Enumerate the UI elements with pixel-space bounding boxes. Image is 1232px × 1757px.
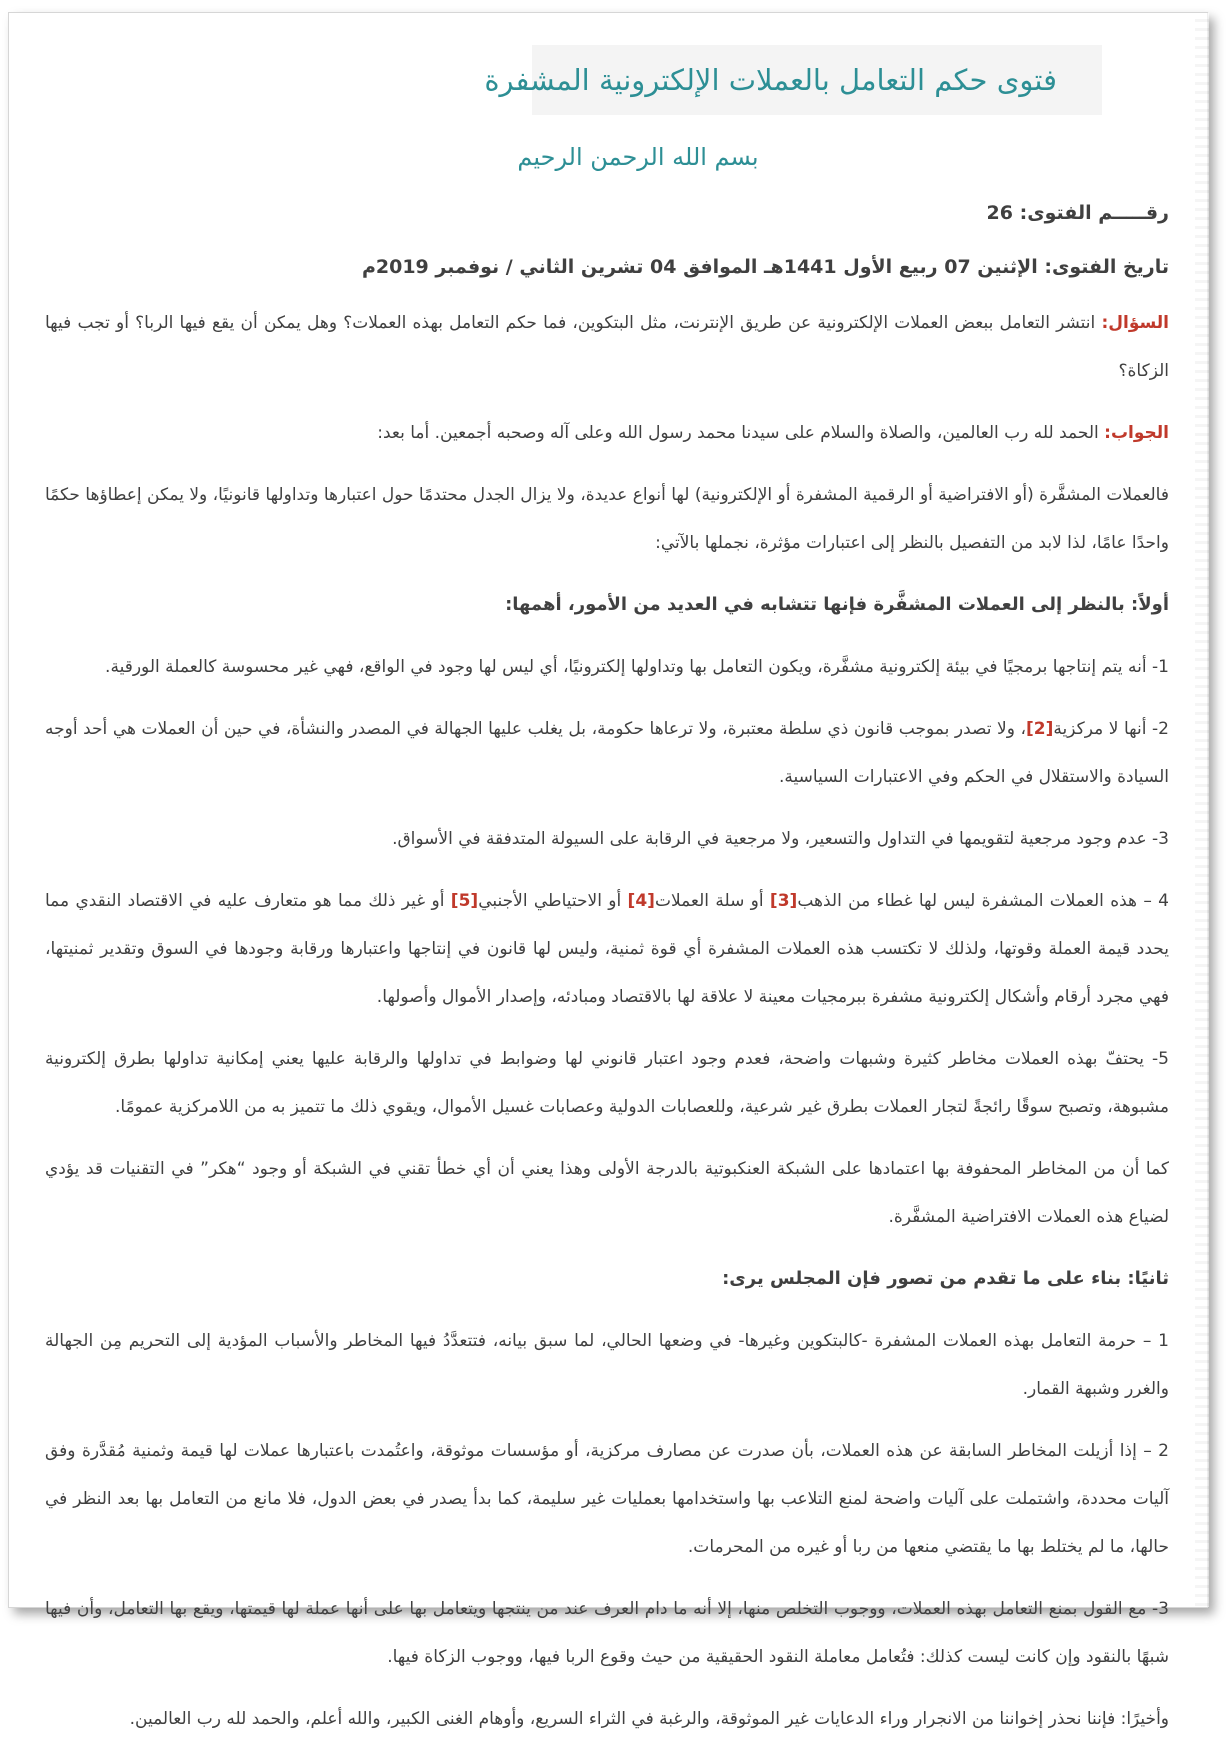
point-4-text-b: أو سلة العملات — [654, 891, 770, 911]
fatwa-date-label: تاريخ الفتوى: — [1044, 256, 1169, 278]
point-4-text-d: أو غير ذلك مما هو متعارف عليه في الاقتصاد النقدي مما يحدد قيمة العملة وقوتها، ولذلك لا تكتسب هذه العملات المشفرة أي قوة ثمنية، وليس لها قانون في إنتاجها واعتبارها ورقابة وجودها في السوق وتقدير ثمنيتها، فهي مجرد أرقام وأشكال إلكترونية مشفرة ببرمجيات معينة لا علاقة لها بالاقتصاد ومبادئه، وإصدار الأموال وأصولها. — [45, 891, 1169, 1007]
basmala: بسم الله الرحمن الرحيم — [517, 143, 759, 171]
fatwa-date: الإثنين 07 ربيع الأول 1441هـ الموافق 04 تشرين الثاني / نوفمبر 2019م — [361, 256, 1038, 278]
point-5: 5- يحتفّ بهذه العملات مخاطر كثيرة وشبهات واضحة، فعدم وجود اعتبار قانوني لها وضوابط في تداولها والرقابة عليها يعني إمكانية تداولها بطرق إلكترونية مشبوهة، وتصبح سوقًا رائجةً لتجار العملات بطرق غير شرعية، وللعصابات الدولية وعصابات غسيل الأموال، ويقوي ذلك ما تتميز به من اللامركزية عمومًا. — [45, 1049, 1169, 1117]
question-label: السؤال: — [1101, 313, 1169, 333]
fatwa-number: 26 — [986, 202, 1013, 224]
second-heading: ثانيًا: بناء على ما تقدم من تصور فإن المجلس يرى: — [722, 1268, 1169, 1289]
risk-paragraph: كما أن من المخاطر المحفوفة بها اعتمادها على الشبكة العنكبوتية بالدرجة الأولى وهذا يعني أن أي خطأ تقني في الشبكة أو وجود “هكر” في التقنيات قد يؤدي لضياع هذه العملات الافتراضية المشفَّرة. — [45, 1159, 1169, 1227]
point-2 — [45, 705, 1169, 801]
torn-edge — [1195, 13, 1209, 1607]
point-2-text-a: 2- أنها لا مركزية — [1053, 719, 1169, 739]
point-4-text-c: أو الاحتياطي الأجنبي — [478, 891, 628, 911]
ruling-1: 1 – حرمة التعامل بهذه العملات المشفرة -كالبتكوين وغيرها- في وضعها الحالي، لما سبق بيانه، فتتعدَّدُ فيها المخاطر والأسباب المؤدية إلى التحريم مِن الجهالة والغرر وشبهة القمار. — [45, 1331, 1169, 1399]
answer-intro: الحمد لله رب العالمين، والصلاة والسلام على سيدنا محمد رسول الله وعلى آله وصحبه أجمعين. أما بعد: — [377, 423, 1099, 443]
conclusion: وأخيرًا: فإننا نحذر إخواننا من الانجرار وراء الدعايات غير الموثوقة، والرغبة في الثراء السريع، وأوهام الغنى الكبير، والله أعلم، والحمد لله رب العالمين. — [129, 1709, 1169, 1729]
fatwa-content — [45, 193, 1169, 1757]
ruling-2: 2 – إذا أزيلت المخاطر السابقة عن هذه العملات، بأن صدرت عن مصارف مركزية، أو مؤسسات موثوقة، واعتُمدت باعتبارها عملات لها قيمة وثمنية مُقدَّرة وفق آليات محددة، واشتملت على آليات واضحة لمنع التلاعب بها واستخدامها بعمليات غير سليمة، كما بدأ يصدر في بعض الدول، فلا مانع من التعامل بها بعد النظر في حالها، ما لم يختلط بها ما يقتضي منعها من ربا أو غيره من المحرمات. — [45, 1441, 1169, 1557]
fatwa-number-line — [45, 193, 1169, 233]
point-1: 1- أنه يتم إنتاجها برمجيًا في بيئة إلكترونية مشفَّرة، ويكون التعامل بها وتداولها إلكترونيًا، أي ليس لها وجود في الواقع، فهي غير محسوسة كالعملة الورقية. — [105, 657, 1169, 677]
page-title: فتوى حكم التعامل بالعملات الإلكترونية المشفرة — [484, 63, 1057, 97]
point-2-text-b: ، ولا تصدر بموجب قانون ذي سلطة معتبرة، ولا ترعاها حكومة، بل يغلب عليها الجهالة في المصدر والنشأة، في حين أن العملات هي أحد أوجه السيادة والاستقلال في الحكم وفي الاعتبارات السياسية. — [45, 719, 1169, 787]
footnote-link-5[interactable]: [5] — [450, 891, 479, 911]
document-page — [8, 12, 1208, 1729]
ruling-3: 3- مع القول بمنع التعامل بهذه العملات، ووجوب التخلص منها، إلا أنه ما دام العرف عند من ينتجها ويتعامل بها على أنها عملة لها قيمتها، ويقع بها التعامل، وأن فيها شبهًا بالنقود وإن كانت ليست كذلك: فتُعامل معاملة النقود الحقيقية من حيث وقوع الربا فيها، ووجوب الزكاة فيها. — [45, 1599, 1169, 1667]
first-heading: أولاً: بالنظر إلى العملات المشفَّرة فإنها تتشابه في العديد من الأمور، أهمها: — [505, 594, 1169, 615]
answer-intro-paragraph — [45, 409, 1169, 457]
footnote-link-2[interactable]: [2] — [1025, 719, 1054, 739]
fatwa-number-label: رقـــــم الفتوى: — [1019, 202, 1169, 224]
point-4-text-a: 4 – هذه العملات المشفرة ليس لها غطاء من الذهب — [797, 891, 1169, 911]
answer-label: الجواب: — [1104, 423, 1169, 443]
footnote-link-4[interactable]: [4] — [627, 891, 655, 911]
point-4 — [45, 877, 1169, 1021]
question-paragraph — [45, 299, 1169, 395]
footnote-link-3[interactable]: [3] — [769, 891, 798, 911]
intro-paragraph: فالعملات المشفَّرة (أو الافتراضية أو الرقمية المشفرة أو الإلكترونية) لها أنواع عديدة، ولا يزال الجدل محتدمًا حول اعتبارها وتداولها قانونيًا، ولا يمكن إعطاؤها حكمًا واحدًا عامًا، لذا لابد من التفصيل بالنظر إلى اعتبارات مؤثرة، نجملها بالآتي: — [45, 485, 1169, 553]
fatwa-date-line — [45, 247, 1169, 287]
point-3: 3- عدم وجود مرجعية لتقويمها في التداول والتسعير، ولا مرجعية في الرقابة على السيولة المتدفقة في الأسواق. — [392, 829, 1169, 849]
question-text: انتشر التعامل ببعض العملات الإلكترونية عن طريق الإنترنت، مثل البتكوين، فما حكم التعامل بهذه العملات؟ وهل يمكن أن يقع فيها الربا؟ أو تجب فيها الزكاة؟ — [45, 313, 1169, 381]
